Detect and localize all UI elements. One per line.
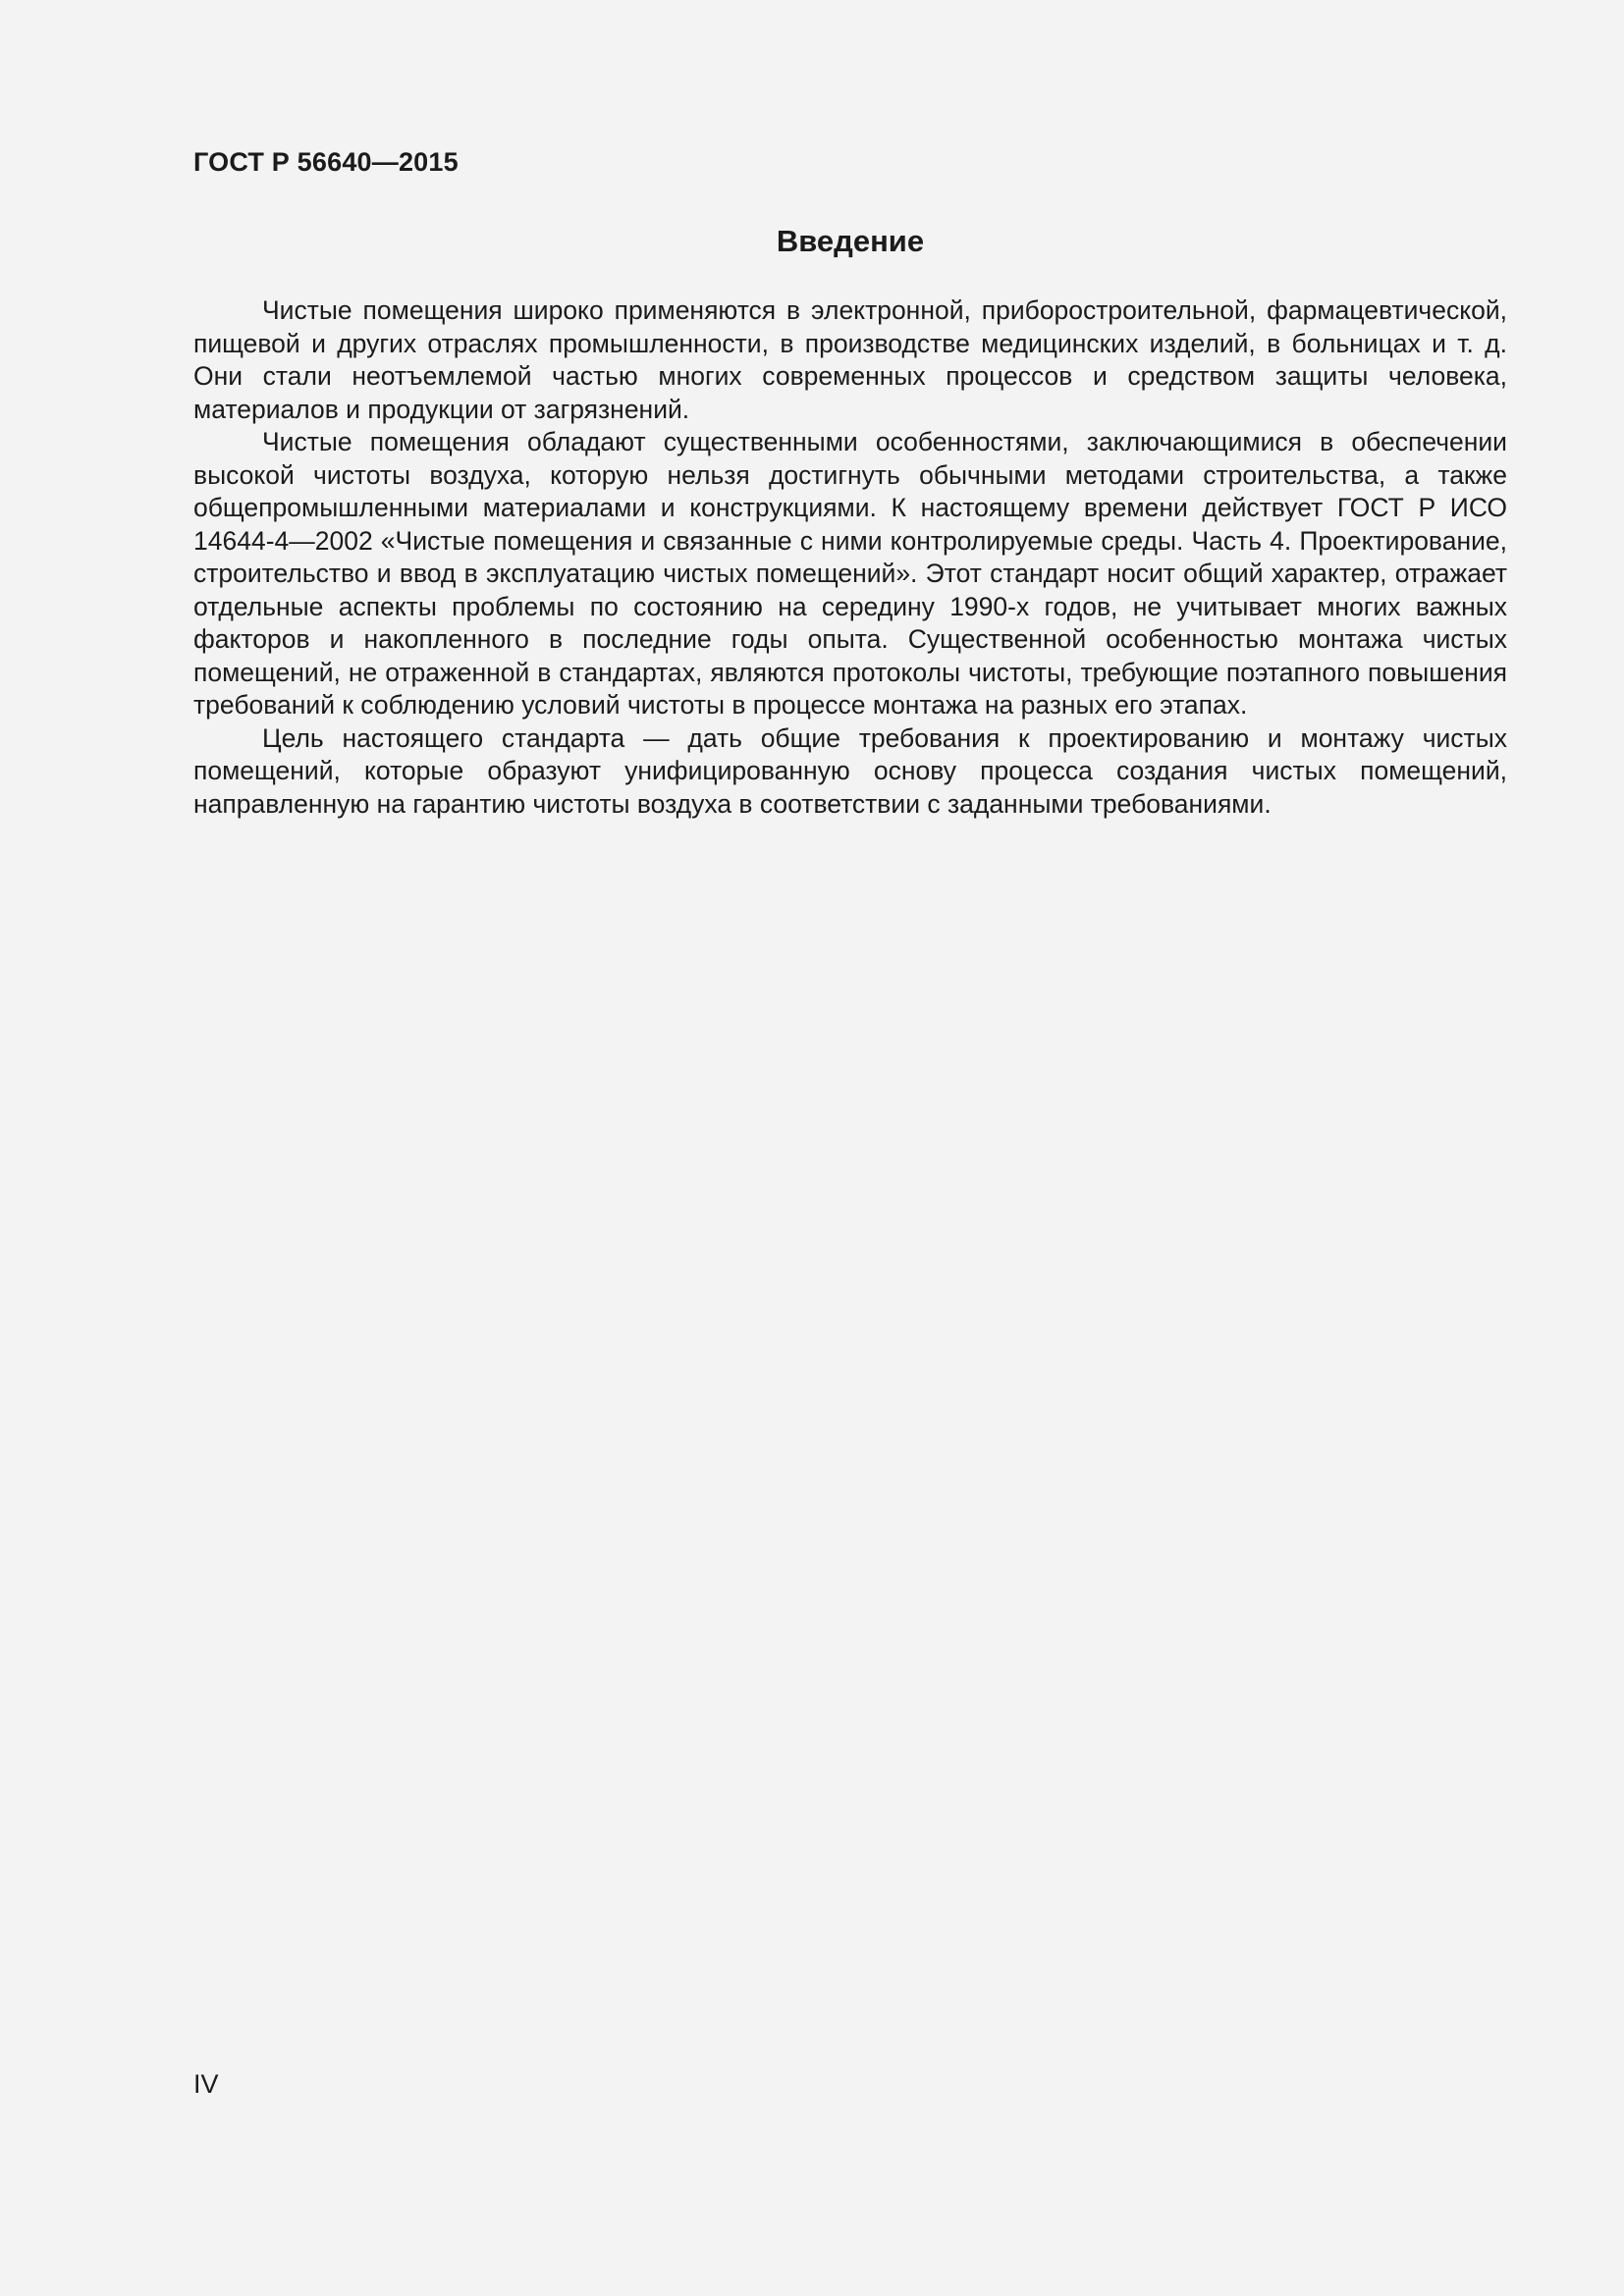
introduction-body <box>193 294 1507 821</box>
paragraph-3: Цель настоящего стандарта — дать общие требования к проектированию и монтажу чистых помещений, которые образуют унифицированную основу процесса создания чистых помещений, направленную на гарантию чистоты воздуха в соответствии с заданными требованиями. <box>193 722 1507 819</box>
section-title: Введение <box>776 224 925 258</box>
paragraph-2: Чистые помещения обладают существенными особенностями, заключающимися в обеспечении высокой чистоты воздуха, которую нельзя достигнуть обычными методами строительства, а также общепромышленными материалами и конструкциями. К настоящему времени действует ГОСТ Р ИСО 14644-4—2002 «Чистые помещения и связанные с ними контролируемые среды. Часть 4. Проектирование, строительство и ввод в эксплуатацию чистых помещений». Этот стандарт носит общий характер, отражает отдельные аспекты проблемы по состоянию на середину 1990-х годов, не учитывает многих важных факторов и накопленного в последние годы опыта. Существенной особенностью монтажа чистых помещений, не отраженной в стандартах, являются протоколы чистоты, требующие поэтапного повышения требований к соблюдению условий чистоты в процессе монтажа на разных его этапах. <box>193 427 1507 720</box>
page-number: IV <box>193 2069 219 2099</box>
paragraph-1: Чистые помещения широко применяются в электронной, приборостроительной, фармацевтической, пищевой и других отраслях промышленности, в производстве медицинских изделий, в больницах и т. д. Они стали неотъемлемой частью многих современных процессов и средством защиты человека, материалов и продукции от загрязнений. <box>193 295 1507 424</box>
document-code: ГОСТ Р 56640—2015 <box>193 147 459 177</box>
